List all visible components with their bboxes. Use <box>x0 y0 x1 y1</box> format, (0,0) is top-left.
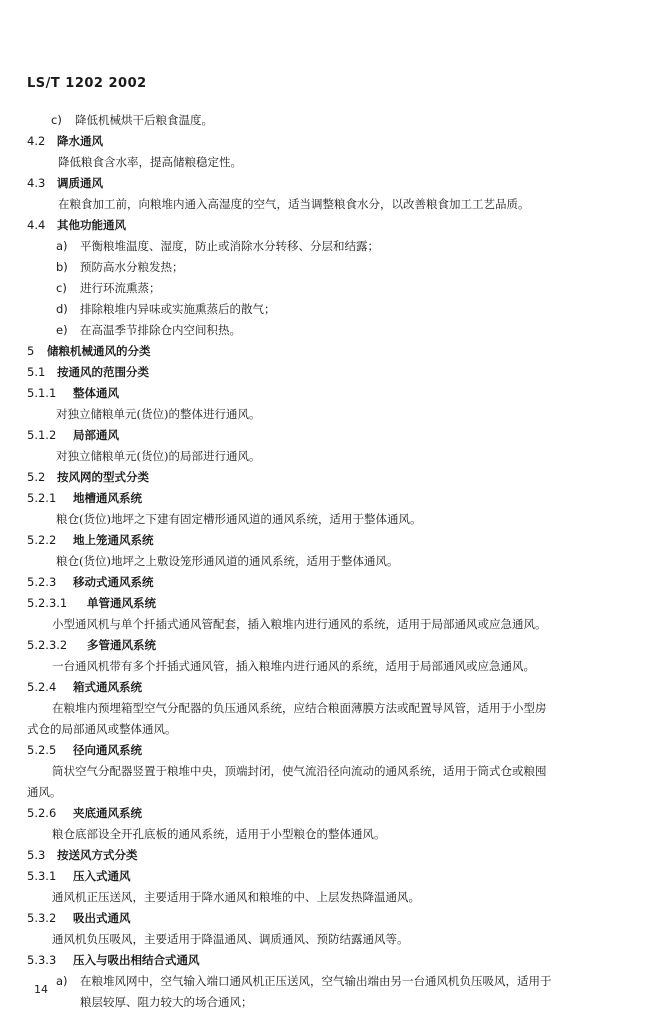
paragraph: 粮仓底部设全开孔底板的通风系统，适用于小型粮仓的整体通风。 <box>52 827 386 841</box>
section-number: 5.2.6 <box>27 806 57 820</box>
section-number: 5.2.5 <box>27 743 57 757</box>
section-title: 压入与吸出相结合式通风 <box>73 953 200 967</box>
section-title: 按通风的范围分类 <box>57 365 149 379</box>
paragraph: 对独立储粮单元(货位)的局部进行通风。 <box>56 449 261 463</box>
paragraph: 一台通风机带有多个扦插式通风管，插入粮堆内进行通风的系统，适用于局部通风或应急通风。 <box>52 659 535 673</box>
section-heading <box>27 638 156 652</box>
section-title: 调质通风 <box>57 176 103 190</box>
section-number: 5.2.3.2 <box>27 638 68 652</box>
section-title: 局部通风 <box>73 428 119 442</box>
section-title: 箱式通风系统 <box>73 680 142 694</box>
section-title: 按风网的型式分类 <box>57 470 149 484</box>
paragraph: 通风机正压送风，主要适用于降水通风和粮堆的中、上层发热降温通风。 <box>52 890 420 904</box>
section-title: 地上笼通风系统 <box>73 533 154 547</box>
section-number: 5.3.2 <box>27 911 57 925</box>
section-heading <box>27 134 103 148</box>
standard-code-header: LS/T 1202 2002 <box>27 76 147 91</box>
section-heading <box>27 806 142 820</box>
list-item <box>56 302 276 316</box>
section-heading <box>27 869 131 883</box>
section-title: 吸出式通风 <box>73 911 131 925</box>
section-number: 5.2.4 <box>27 680 57 694</box>
list-marker: c) <box>51 113 62 127</box>
section-heading <box>27 428 119 442</box>
paragraph-continuation: 式仓的局部通风或整体通风。 <box>27 722 177 736</box>
section-title: 降水通风 <box>57 134 103 148</box>
list-item-text: 降低机械烘干后粮食温度。 <box>75 113 213 127</box>
list-marker: a) <box>56 974 68 988</box>
section-heading <box>27 533 154 547</box>
section-title: 单管通风系统 <box>87 596 156 610</box>
section-number: 5.1 <box>27 365 46 379</box>
section-number: 5.2.3 <box>27 575 57 589</box>
paragraph: 降低粮食含水率，提高储粮稳定性。 <box>58 155 242 169</box>
paragraph: 在粮堆内预埋箱型空气分配器的负压通风系统，应结合粮面薄膜方法或配置导风管，适用于小型房 <box>52 701 547 715</box>
section-heading <box>27 680 142 694</box>
section-heading <box>27 911 131 925</box>
section-number: 5.3.3 <box>27 953 57 967</box>
chapter-heading <box>27 344 151 358</box>
list-marker: d) <box>56 302 68 316</box>
list-item <box>56 239 379 253</box>
list-item-text: 在高温季节排除仓内空间积热。 <box>80 323 241 337</box>
list-marker: e) <box>56 323 68 337</box>
section-title: 径向通风系统 <box>73 743 142 757</box>
section-number: 4.2 <box>27 134 46 148</box>
paragraph: 对独立储粮单元(货位)的整体进行通风。 <box>56 407 261 421</box>
section-title: 整体通风 <box>73 386 119 400</box>
section-number: 5.3.1 <box>27 869 57 883</box>
list-item-continuation: 粮层较厚、阻力较大的场合通风； <box>80 995 253 1009</box>
section-heading <box>27 491 142 505</box>
paragraph: 小型通风机与单个扦插式通风管配套，插入粮堆内进行通风的系统，适用于局部通风或应急通风。 <box>52 617 547 631</box>
section-number: 5.2.2 <box>27 533 57 547</box>
section-number: 5 <box>27 344 35 358</box>
section-number: 5.2 <box>27 470 46 484</box>
page-number: 14 <box>34 983 48 996</box>
section-number: 4.3 <box>27 176 46 190</box>
paragraph: 筒状空气分配器竖置于粮堆中央，顶端封闭，使气流沿径向流动的通风系统，适用于筒式仓或粮囤 <box>52 764 547 778</box>
section-title: 移动式通风系统 <box>73 575 154 589</box>
section-heading <box>27 743 142 757</box>
section-heading <box>27 575 154 589</box>
list-item <box>56 260 184 274</box>
list-marker: b) <box>56 260 68 274</box>
section-heading <box>27 470 149 484</box>
section-title: 夹底通风系统 <box>73 806 142 820</box>
list-item-text: 平衡粮堆温度、湿度，防止或消除水分转移、分层和结露； <box>80 239 379 253</box>
list-marker: c) <box>56 281 67 295</box>
section-title: 其他功能通风 <box>57 218 126 232</box>
section-number: 5.2.1 <box>27 491 57 505</box>
list-item-text: 在粮堆风网中，空气输入端口通风机正压送风，空气输出端由另一台通风机负压吸风，适用于 <box>80 974 552 988</box>
section-number: 5.1.1 <box>27 386 57 400</box>
section-heading <box>27 953 200 967</box>
section-title: 地槽通风系统 <box>73 491 142 505</box>
section-heading <box>27 365 149 379</box>
list-item <box>56 974 552 988</box>
list-item <box>56 281 161 295</box>
section-number: 4.4 <box>27 218 46 232</box>
section-heading <box>27 848 138 862</box>
list-item-text: 预防高水分粮发热； <box>80 260 184 274</box>
section-heading <box>27 386 119 400</box>
paragraph: 通风机负压吸风，主要适用于降温通风、调质通风、预防结露通风等。 <box>52 932 409 946</box>
list-item-text: 进行环流熏蒸； <box>80 281 161 295</box>
section-title: 多管通风系统 <box>87 638 156 652</box>
list-item <box>56 323 241 337</box>
section-number: 5.2.3.1 <box>27 596 68 610</box>
section-heading <box>27 176 103 190</box>
section-title: 储粮机械通风的分类 <box>47 344 151 358</box>
section-title: 压入式通风 <box>73 869 131 883</box>
section-title: 按送风方式分类 <box>57 848 138 862</box>
list-item-text: 排除粮堆内异味或实施熏蒸后的散气； <box>80 302 276 316</box>
paragraph: 在粮食加工前，向粮堆内通入高湿度的空气，适当调整粮食水分，以改善粮食加工工艺品质。 <box>58 197 530 211</box>
section-number: 5.1.2 <box>27 428 57 442</box>
paragraph: 粮仓(货位)地坪之上敷设笼形通风道的通风系统，适用于整体通风。 <box>56 554 399 568</box>
paragraph: 粮仓(货位)地坪之下建有固定槽形通风道的通风系统，适用于整体通风。 <box>56 512 422 526</box>
paragraph-continuation: 通风。 <box>27 785 62 799</box>
list-marker: a) <box>56 239 68 253</box>
list-item <box>51 113 213 127</box>
section-heading <box>27 218 126 232</box>
section-heading <box>27 596 156 610</box>
section-number: 5.3 <box>27 848 46 862</box>
